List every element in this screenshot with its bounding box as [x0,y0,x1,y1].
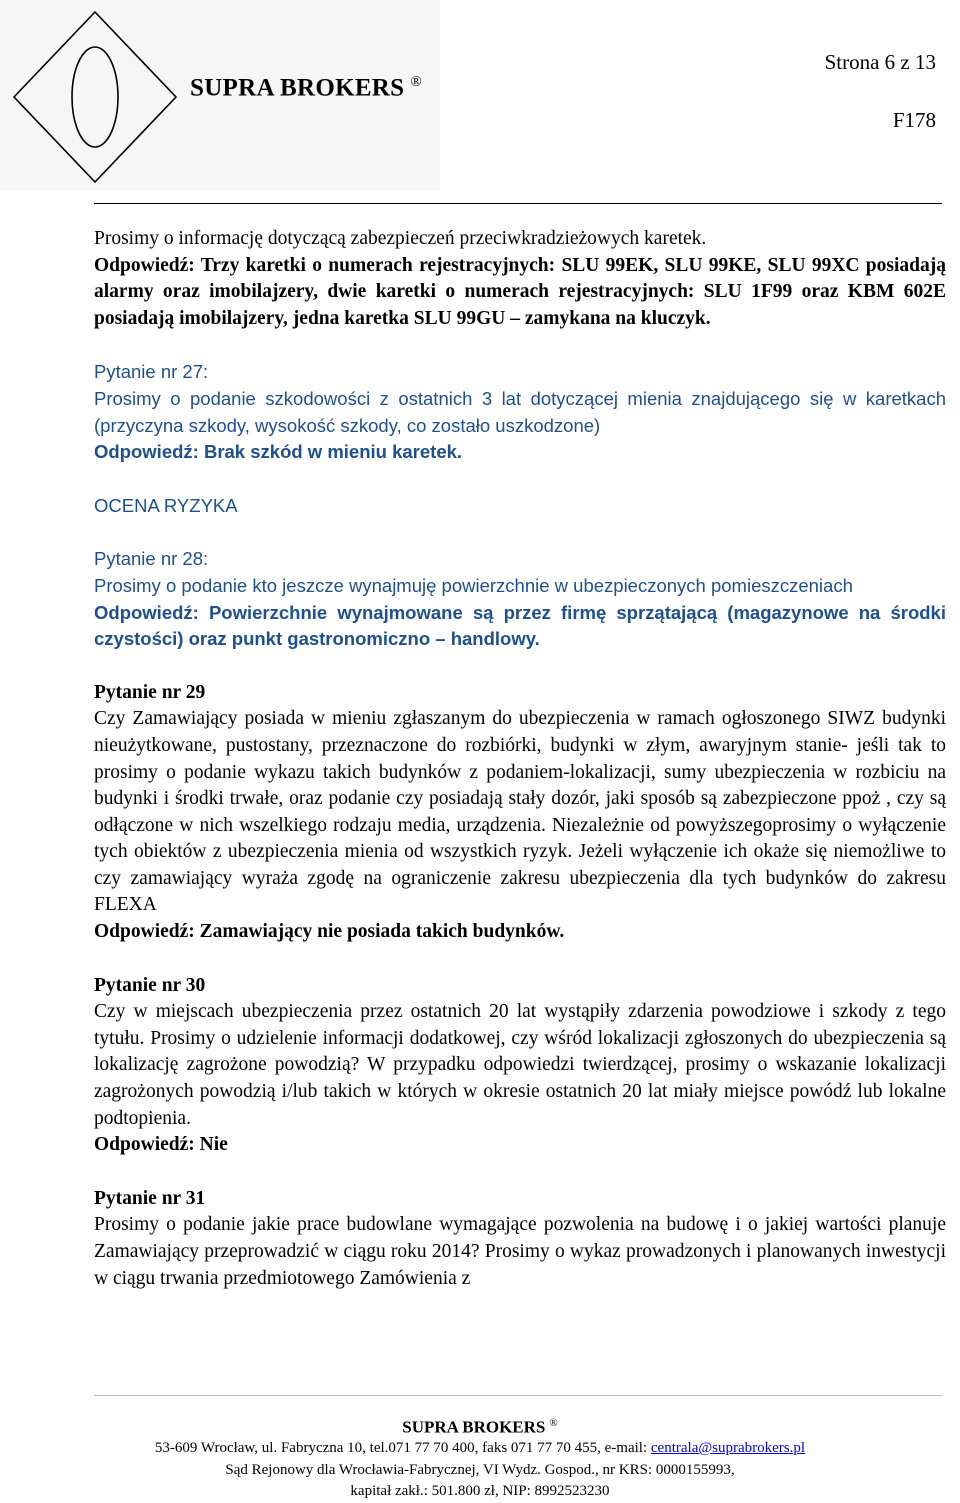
question-28-answer: Odpowiedź: Powierzchnie wynajmowane są przez firmę sprzątającą (magazynowe na środki czystości) oraz punkt gastronomiczno – handlowy. [94,601,946,650]
question-31-text: Prosimy o podanie jakie prace budowlane wymagające pozwolenia na budowę i o jakiej wartości planuje Zamawiający przeprowadzić w ciągu roku 2014? Prosimy o wykaz prowadzonych i planowanych inwestycji w ciągu trwania przedmiotowego Zamówienia z [94,1214,946,1289]
question-27-text: Prosimy o podanie szkodowości z ostatnich 3 lat dotyczącej mienia znajdującego się w karetkach (przyczyna szkody, wysokość szkody, co zostało uszkodzone) [94,387,946,436]
footer-address: 53-609 Wrocław, ul. Fabryczna 10, tel.071 77 70 400, faks 071 77 70 455, e-mail: centrala@suprabrokers.pl [154,1440,806,1457]
question-29-answer: Odpowiedź: Zamawiający nie posiada takich budynków. [94,921,565,943]
question-28-title: Pytanie nr 28: [94,548,209,570]
header-divider [94,203,942,204]
footer [0,1413,960,1503]
document-code: F178 [892,108,936,132]
question-27-title: Pytanie nr 27: [94,361,209,383]
question-30-text: Czy w miejscach ubezpieczenia przez ostatnich 20 lat wystąpiły zdarzenia powodziowe i szkody z tego tytułu. Prosimy o udzielenie informacji dodatkowej, czy wśród lokalizacji zgłoszonych do ubezpieczenia są lokalizację zagrożone powodzią? W przypadku odpowiedzi twierdzącej, prosimy o wskazanie lokalizacji zagrożonych powodzią i/lub takich w których w okresie ostatnich 20 lat miały miejsce powódź lub lokalne podtopienia. [94,1001,946,1129]
supra-brokers-logo-icon [10,8,180,186]
footer-capital: kapitał zakł.: 501.800 zł, NIP: 8992523230 [350,1483,610,1500]
section-title: OCENA RYZYKA [94,494,238,516]
question-29-title: Pytanie nr 29 [94,681,206,703]
question-31-title: Pytanie nr 31 [94,1187,206,1209]
question-28-text: Prosimy o podanie kto jeszcze wynajmuję powierzchnie w ubezpieczonych pomieszczeniach [94,574,853,596]
page-number: Strona 6 z 13 [824,50,936,74]
question-30-answer: Odpowiedź: Nie [94,1134,228,1156]
intro-answer: Odpowiedź: Trzy karetki o numerach rejestracyjnych: SLU 99EK, SLU 99KE, SLU 99XC posiadają alarmy oraz imobilajzery, dwie karetki o numerach rejestracyjnych: SLU 1F99 oraz KBM 602E posiadają imobilajzery, jedna karetka SLU 99GU – zamykana na kluczyk. [94,254,946,329]
question-27-answer: Odpowiedź: Brak szkód w mieniu karetek. [94,441,463,463]
header-brand: SUPRA BROKERS ® [190,74,423,102]
footer-email-link[interactable]: centrala@suprabrokers.pl [650,1440,806,1457]
question-29-text: Czy Zamawiający posiada w mieniu zgłaszanym do ubezpieczenia w ramach ogłoszonego SIWZ budynki nieużytkowane, pustostany, przeznaczone do rozbiórki, budynki w złym, awaryjnym stanie- jeśli tak to prosimy o podanie wykazu takich budynków z podaniem-lokalizacji, sumy ubezpieczenia w rozbiciu na budynki i środki trwałe, oraz podanie czy posiadają stały dozór, jaki sposób są zabezpieczone ppoż , czy są odłączone w nich wszelkiego rodzaju media, urządzenia. Niezależnie od powyższegoprosimy o wyłączenie tych obiektów z ubezpieczenia mienia od wszystkich ryzyk. Jeżeli wyłączenie ich okaże się niemożliwe to czy zamawiający wyraża zgodę na ograniczenie zakresu ubezpieczenia dla tych budynków do zakresu FLEXA [94,708,946,916]
footer-brand: SUPRA BROKERS ® [402,1417,558,1437]
footer-court: Sąd Rejonowy dla Wrocławia-Fabrycznej, VI Wydz. Gospod., nr KRS: 0000155993, [225,1461,735,1478]
question-30-title: Pytanie nr 30 [94,974,206,996]
intro-question: Prosimy o informację dotyczącą zabezpieczeń przeciwkradzieżowych karetek. [94,228,707,249]
document-body [94,226,946,1292]
footer-divider [94,1395,942,1396]
